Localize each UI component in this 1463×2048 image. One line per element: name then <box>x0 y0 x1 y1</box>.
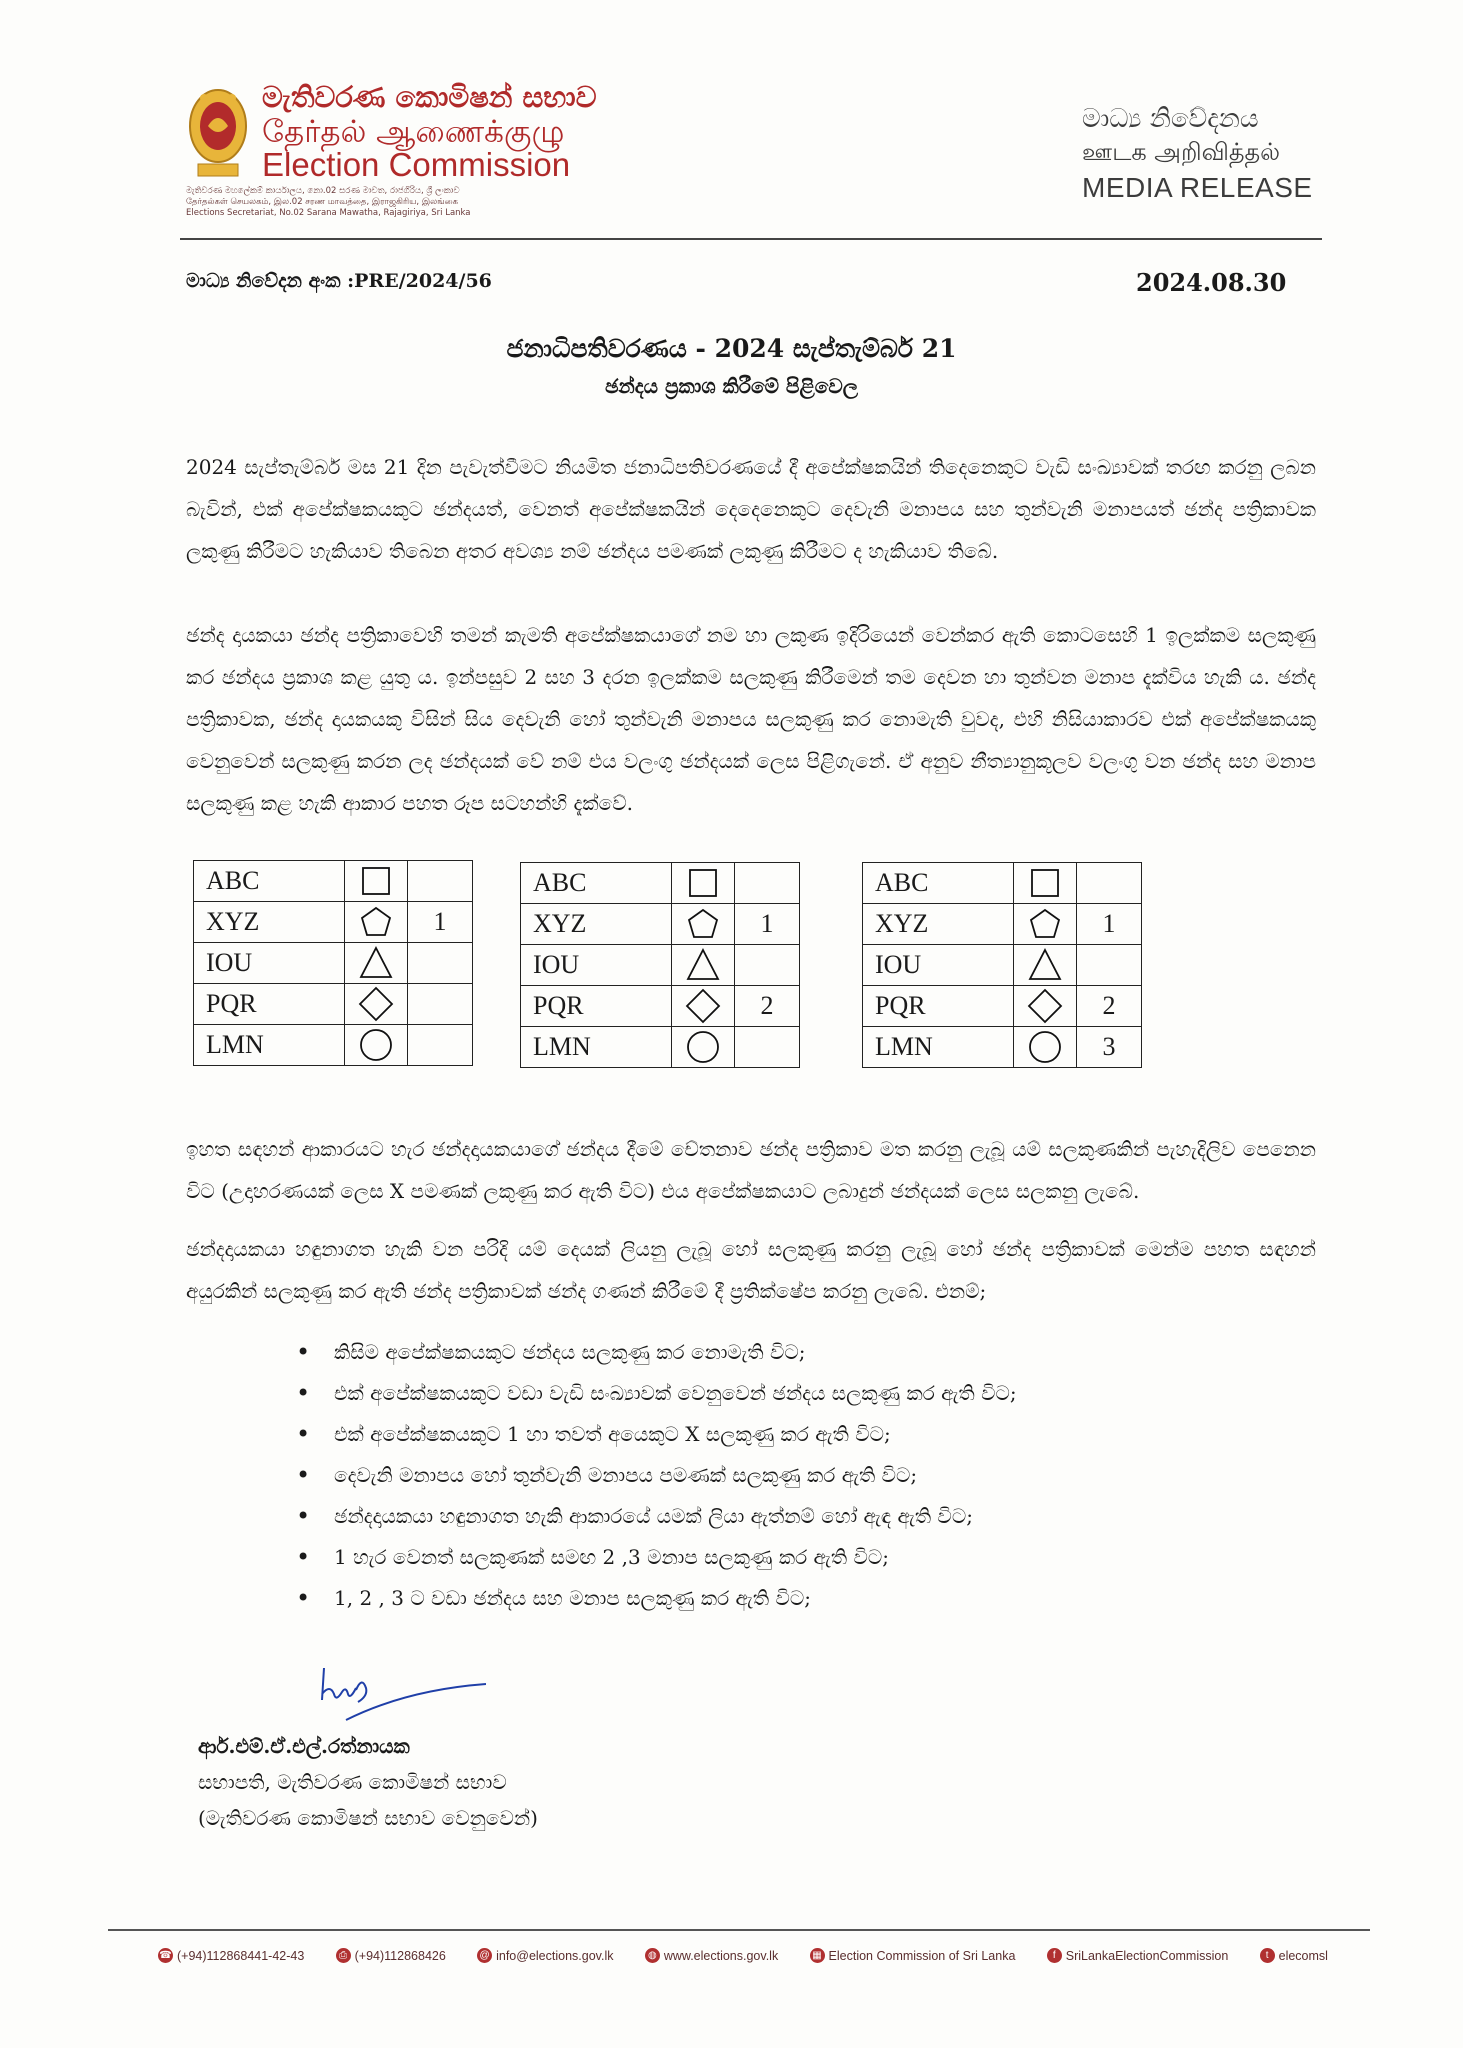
candidate-name: LMN <box>863 1027 1014 1068</box>
footer-facebook[interactable]: f SriLankaElectionCommission <box>1047 1948 1229 1963</box>
reference-number: මාධ්‍ය නිවේදන අංක :PRE/2024/56 <box>186 270 492 292</box>
candidate-name: XYZ <box>863 904 1014 945</box>
ballot-row <box>521 863 800 904</box>
ballot-row <box>863 863 1142 904</box>
ballot-row <box>863 986 1142 1027</box>
media-release-sinhala: මාධ්‍ය නිවේදනය <box>1082 104 1259 134</box>
email-icon: @ <box>477 1948 492 1963</box>
list-item: • කිසිම අපේක්ෂකයකුට ඡන්දය සලකුණු කර නොමැති විට; <box>296 1340 1017 1381</box>
preference-mark <box>735 945 800 986</box>
org-name-tamil: தேர்தல் ஆணைக்குழு <box>262 114 565 150</box>
ballot-row <box>521 986 800 1027</box>
paragraph-4: ඡන්දදායකයා හඳුනාගත හැකි වන පරිදි යම් දෙයක් ලියනු ලැබූ හෝ සලකුණු කරනු ලැබූ හෝ ඡන්ද පත්‍රිකාවක් මෙන්ම පහත සඳහන් අයුරකින් සලකුණු කර ඇති ඡන්ද පත්‍රිකාවක් ඡන්ද ගණන් කිරීමේ දී ප්‍රතික්ෂේප කරනු ලැබේ. එනම්; <box>186 1237 1316 1303</box>
ballot-row <box>521 945 800 986</box>
release-date: 2024.08.30 <box>1136 268 1287 297</box>
diamond-icon <box>672 986 735 1027</box>
ballot-row <box>194 984 473 1025</box>
footer-org: ▦ Election Commission of Sri Lanka <box>810 1948 1016 1963</box>
candidate-name: ABC <box>194 861 345 902</box>
signatory-title: සභාපති, මැතිවරණ කොමිෂන් සභාව <box>198 1770 507 1794</box>
ballot-row <box>521 904 800 945</box>
media-release-tamil: ஊடக அறிவித்தல் <box>1082 138 1281 166</box>
triangle-icon <box>672 945 735 986</box>
preference-mark: 1 <box>408 902 473 943</box>
candidate-name: PQR <box>863 986 1014 1027</box>
pentagon-icon <box>1014 904 1077 945</box>
paragraph-1: 2024 සැප්තැම්බර් මස 21 දින පැවැත්වීමට නියමිත ජනාධිපතිවරණයේ දී අපේක්ෂකයින් තිදෙනෙකුට වැඩි සංඛ්‍යාවක් තරඟ කරනු ලබන බැවින්, එක් අපේක්ෂකයකුට ඡන්දයත්, වෙනත් අපේක්ෂකයින් දෙදෙනෙකුට දෙවැනි මනාපය සහ තුන්වැනි මනාපයත් ඡන්ද පත්‍රිකාවක ලකුණු කිරීමට හැකියාව තිබෙන අතර අවශ්‍ය නම් ඡන්දය පමණක් ලකුණු කිරීමට ද හැකියාව තිබේ. <box>186 455 1316 563</box>
preference-mark <box>408 861 473 902</box>
triangle-icon <box>345 943 408 984</box>
ballot-example-3 <box>862 862 1142 1068</box>
address-tamil: தேர்தல்கள் செயலகம், இல.02 சரண மாவத்தை, இராஜகிரிய, இலங்கை <box>186 197 459 207</box>
building-icon: ▦ <box>810 1948 825 1963</box>
paragraph-3: ඉහත සඳහන් ආකාරයට හැර ඡන්දදායකයාගේ ඡන්දය දීමේ චේතනාව ඡන්ද පත්‍රිකාව මත කරනු ලැබූ යම් සලකුණකින් පැහැදිලිව පෙනෙන විට (උදාහරණයක් ලෙස X පමණක් ලකුණු කර ඇති විට) එය අපේක්ෂකයාට ලබාදුන් ඡන්දයක් ලෙස සලකනු ලැබේ. <box>186 1137 1316 1203</box>
header-divider <box>180 238 1322 240</box>
candidate-name: IOU <box>863 945 1014 986</box>
preference-mark: 2 <box>735 986 800 1027</box>
signatory-name: ආර්.එම්.ඒ.එල්.රත්නායක <box>198 1734 410 1758</box>
square-icon <box>345 861 408 902</box>
address-block <box>186 186 606 219</box>
circle-icon <box>345 1025 408 1066</box>
candidate-name: IOU <box>194 943 345 984</box>
preference-mark <box>408 984 473 1025</box>
diamond-icon <box>1014 986 1077 1027</box>
candidate-name: LMN <box>521 1027 672 1068</box>
ballot-example-2 <box>520 862 800 1068</box>
address-sinhala: මැතිවරණ මහලේකම් කාර්යාලය, නො.02 සරණ මාවත, රාජගිරිය, ශ්‍රී ලංකාව <box>186 186 460 196</box>
fax-icon: ⎙ <box>336 1948 351 1963</box>
preference-mark <box>408 943 473 984</box>
preference-mark <box>408 1025 473 1066</box>
rejection-list <box>296 1340 1017 1627</box>
pentagon-icon <box>672 904 735 945</box>
signature <box>316 1660 486 1740</box>
circle-icon <box>1014 1027 1077 1068</box>
signatory-on-behalf: (මැතිවරණ කොමිෂන් සභාව වෙනුවෙන්) <box>198 1806 538 1830</box>
paragraph-2: ඡන්ද දායකයා ඡන්ද පත්‍රිකාවෙහි තමන් කැමති අපේක්ෂකයාගේ නම හා ලකුණ ඉදිරියෙන් වෙන්කර ඇති කොටසෙහි 1 ඉලක්කම සලකුණු කර ඡන්දය ප්‍රකාශ කළ යුතු ය. ඉන්පසුව 2 සහ 3 දරන ඉලක්කම සලකුණු කිරීමෙන් තම දෙවන හා තුන්වන මනාප දැක්විය හැකි ය. ඡන්ද පත්‍රිකාවක, ඡන්ද දායකයකු විසින් සිය දෙවැනි හෝ තුන්වැනි මනාපය සලකුණු කර නොමැති වුවද, එහි නිසියාකාරව එක් අපේක්ෂකයකු වෙනුවෙන් සලකුණු කරන ලද ඡන්දයක් වේ නම් එය වලංගු ඡන්දයක් ලෙස පිළිගැනේ. ඒ අනුව නීත්‍යානුකූලව වලංගු වන ඡන්ද සහ මනාප සලකුණු කළ හැකි ආකාර පහත රූප සටහන්හි දැක්වේ. <box>186 623 1316 815</box>
list-item: • ඡන්දදායකයා හඳුනාගත හැකි ආකාරයේ යමක් ලියා ඇත්නම් හෝ ඇඳ ඇති විට; <box>296 1504 1017 1545</box>
footer-fax: ⎙ (+94)112868426 <box>336 1948 446 1963</box>
ballot-row <box>521 1027 800 1068</box>
list-item: • 1 හැර වෙනත් සලකුණක් සමඟ 2 ,3 මනාප සලකුණු කර ඇති විට; <box>296 1545 1017 1586</box>
preference-mark: 2 <box>1077 986 1142 1027</box>
list-item: • දෙවැනි මනාපය හෝ තුන්වැනි මනාපය පමණක් සලකුණු කර ඇති විට; <box>296 1463 1017 1504</box>
document-title: ජනාධිපතිවරණය - 2024 සැප්තැම්බර් 21 <box>506 334 957 363</box>
footer-divider <box>108 1929 1370 1931</box>
emblem-logo <box>186 86 250 182</box>
square-icon <box>1014 863 1077 904</box>
ballot-row <box>863 1027 1142 1068</box>
candidate-name: PQR <box>521 986 672 1027</box>
candidate-name: IOU <box>521 945 672 986</box>
list-item: • එක් අපේක්ෂකයකුට 1 හා තවත් අයෙකුට X සලකුණු කර ඇති විට; <box>296 1422 1017 1463</box>
ballot-row <box>863 904 1142 945</box>
preference-mark: 3 <box>1077 1027 1142 1068</box>
facebook-icon: f <box>1047 1948 1062 1963</box>
address-english: Elections Secretariat, No.02 Sarana Mawatha, Rajagiriya, Sri Lanka <box>186 208 471 218</box>
ballot-row <box>194 902 473 943</box>
circle-icon <box>672 1027 735 1068</box>
footer-website[interactable]: ◍ www.elections.gov.lk <box>645 1948 778 1963</box>
ballot-row <box>194 861 473 902</box>
preference-mark <box>735 863 800 904</box>
preference-mark <box>1077 863 1142 904</box>
list-item: • 1, 2 , 3 ට වඩා ඡන්දය සහ මනාප සලකුණු කර ඇති විට; <box>296 1586 1017 1627</box>
document-subtitle: ඡන්දය ප්‍රකාශ කිරීමේ පිළිවෙල <box>605 374 858 398</box>
footer-contacts <box>158 1948 1328 1963</box>
org-name-sinhala: මැතිවරණ කොමිෂන් සභාව <box>262 80 597 114</box>
ballot-row <box>194 943 473 984</box>
ballot-row <box>194 1025 473 1066</box>
candidate-name: XYZ <box>194 902 345 943</box>
preference-mark: 1 <box>735 904 800 945</box>
preference-mark: 1 <box>1077 904 1142 945</box>
ballot-example-1 <box>193 860 473 1066</box>
candidate-name: ABC <box>521 863 672 904</box>
footer-twitter[interactable]: t elecomsl <box>1260 1948 1328 1963</box>
candidate-name: LMN <box>194 1025 345 1066</box>
footer-phone: ☎ (+94)112868441-42-43 <box>159 1948 305 1963</box>
candidate-name: ABC <box>863 863 1014 904</box>
org-name-english: Election Commission <box>262 146 571 183</box>
phone-icon: ☎ <box>159 1950 172 1961</box>
list-item: • එක් අපේක්ෂකයකුට වඩා වැඩි සංඛ්‍යාවක් වෙනුවෙන් ඡන්දය සලකුණු කර ඇති විට; <box>296 1381 1017 1422</box>
globe-icon: ◍ <box>645 1948 660 1963</box>
diamond-icon <box>345 984 408 1025</box>
square-icon <box>672 863 735 904</box>
preference-mark <box>1077 945 1142 986</box>
media-release-english: MEDIA RELEASE <box>1082 172 1313 203</box>
candidate-name: XYZ <box>521 904 672 945</box>
preference-mark <box>735 1027 800 1068</box>
twitter-icon: t <box>1260 1948 1275 1963</box>
footer-email[interactable]: @ info@elections.gov.lk <box>477 1948 613 1963</box>
candidate-name: PQR <box>194 984 345 1025</box>
triangle-icon <box>1014 945 1077 986</box>
ballot-row <box>863 945 1142 986</box>
pentagon-icon <box>345 902 408 943</box>
